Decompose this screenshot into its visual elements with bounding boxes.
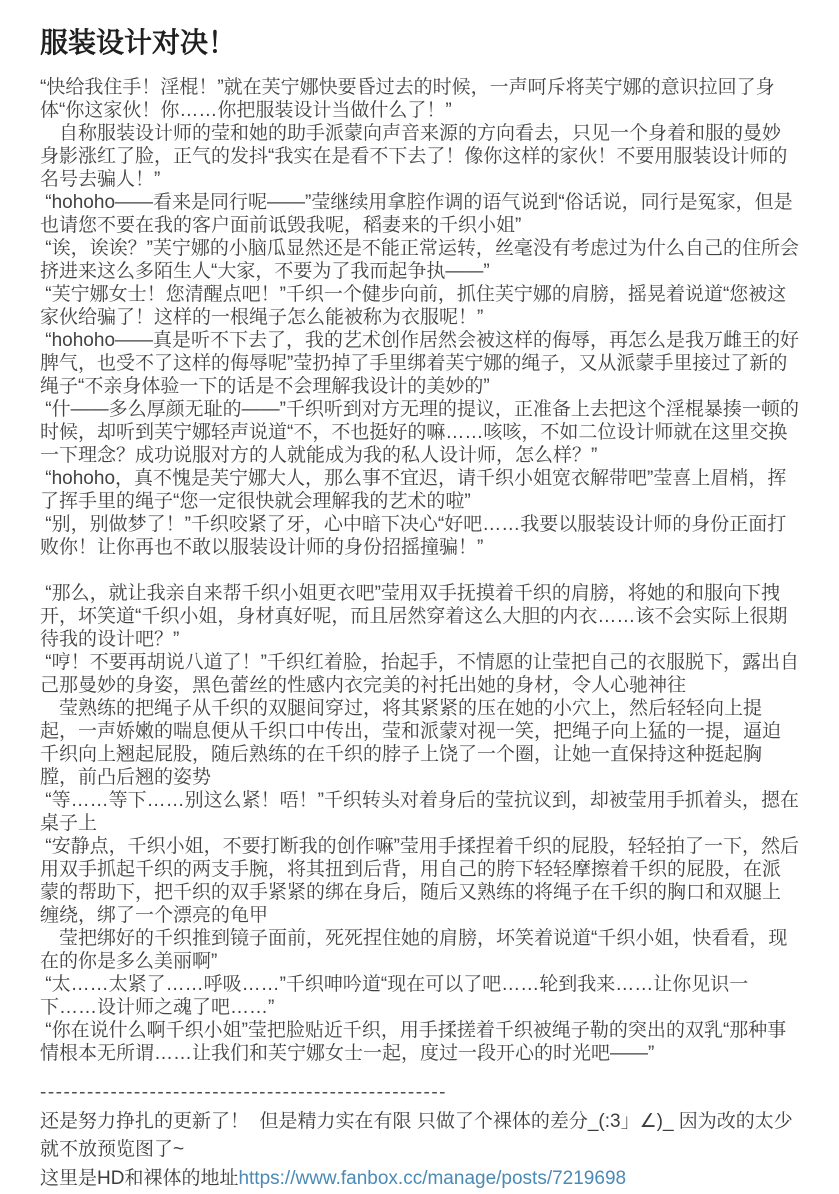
story-paragraph: “等……等下……别这么紧！唔！”千织转头对着身后的莹抗议到，却被莹用手抓着头，摁在桌子上	[40, 790, 799, 834]
story-body	[40, 76, 799, 1065]
author-note: 还是努力挣扎的更新了！ 但是精力实在有限 只做了个裸体的差分_(:3」∠)_ 因为改的太少就不放预览图了~	[40, 1111, 793, 1160]
story-paragraph: “别，别做梦了！”千织咬紧了牙，心中暗下决心“好吧……我要以服装设计师的身份正面打败你！让你再也不敢以服装设计师的身份招摇撞骗！”	[40, 514, 787, 558]
story-paragraph: “诶，诶诶？”芙宁娜的小脑瓜显然还是不能正常运转，丝毫没有考虑过为什么自己的住所会挤进来这么多陌生人“大家，不要为了我而起争执——”	[40, 238, 799, 282]
story-paragraph: “hohoho——看来是同行呢——”莹继续用拿腔作调的语气说到“俗话说，同行是冤家，但是也请您不要在我的客户面前诋毁我呢，稻妻来的千织小姐”	[40, 192, 793, 236]
footer-section	[40, 1081, 799, 1194]
story-paragraph: 自称服装设计师的莹和她的助手派蒙向声音来源的方向看去，只见一个身着和服的曼妙身影涨红了脸，正气的发抖“我实在是看不下去了！像你这样的家伙！不要用服装设计师的名号去骗人！”	[40, 123, 788, 190]
page-title: 服装设计对决！	[40, 27, 237, 58]
story-paragraph: “hohoho，真不愧是芙宁娜大人，那么事不宜迟，请千织小姐宽衣解带吧”莹喜上眉梢，挥了挥手里的绳子“您一定很快就会理解我的艺术的啦”	[40, 468, 787, 512]
story-paragraph: “快给我住手！淫棍！”就在芙宁娜快要昏过去的时候，一声呵斥将芙宁娜的意识拉回了身体“你这家伙！你……你把服装设计当做什么了！”	[40, 77, 775, 121]
author-notes	[40, 1108, 799, 1164]
story-paragraph: “芙宁娜女士！您清醒点吧！”千织一个健步向前，抓住芙宁娜的肩膀，摇晃着说道“您被这家伙给骗了！这样的一根绳子怎么能被称为衣服呢！”	[40, 284, 787, 328]
fanbox-link[interactable]: https://www.fanbox.cc/manage/posts/7219698	[238, 1168, 627, 1189]
story-paragraph: 莹把绑好的千织推到镜子面前，死死捏住她的肩膀，坏笑着说道“千织小姐，快看看，现在的你是多么美丽啊”	[40, 928, 788, 972]
story-paragraph: 莹熟练的把绳子从千织的双腿间穿过，将其紧紧的压在她的小穴上，然后轻轻向上提起，一声娇嫩的喘息便从千织口中传出，莹和派蒙对视一笑，把绳子向上猛的一提，逼迫千织向上翘起屁股，随后熟练的在千织的脖子上饶了一个圈，让她一直保持这种挺起胸膛，前凸后翘的姿势	[40, 698, 782, 788]
dashed-divider: ----------------------------------------------------	[40, 1082, 448, 1103]
story-blank-line	[40, 559, 799, 582]
story-paragraph: “哼！不要再胡说八道了！”千织红着脸，抬起手，不情愿的让莹把自己的衣服脱下，露出自己那曼妙的身姿，黑色蕾丝的性感内衣完美的衬托出她的身材，令人心驰神往	[40, 652, 799, 696]
story-paragraph: “什——多么厚颜无耻的——”千织听到对方无理的提议，正准备上去把这个淫棍暴揍一顿的时候，却听到芙宁娜轻声说道“不，不也挺好的嘛……咳咳，不如二位设计师就在这里交换一下理念？成功说服对方的人就能成为我的私人设计师，怎么样？”	[40, 399, 799, 466]
story-paragraph: “那么，就让我亲自来帮千织小姐更衣吧”莹用双手抚摸着千织的肩膀，将她的和服向下拽开，坏笑道“千织小姐，身材真好呢，而且居然穿着这么大胆的内衣……该不会实际上很期待我的设计吧？”	[40, 583, 788, 650]
story-paragraph: “hohoho——真是听不下去了，我的艺术创作居然会被这样的侮辱，再怎么是我万雌王的好脾气，也受不了这样的侮辱呢”莹扔掉了手里绑着芙宁娜的绳子，又从派蒙手里接过了新的绳子“不亲身体验一下的话是不会理解我设计的美妙的”	[40, 330, 800, 397]
story-paragraph: “太……太紧了……呼吸……”千织呻吟道“现在可以了吧……轮到我来……让你见识一下……设计师之魂了吧……”	[40, 974, 749, 1018]
story-paragraph: “你在说什么啊千织小姐”莹把脸贴近千织，用手揉搓着千织被绳子勒的突出的双乳“那种事情根本无所谓……让我们和芙宁娜女士一起，度过一段开心的时光吧——”	[40, 1020, 787, 1064]
story-paragraph: “安静点，千织小姐，不要打断我的创作嘛”莹用手揉捏着千织的屁股，轻轻拍了一下，然后用双手抓起千织的两支手腕，将其扭到后背，用自己的胯下轻轻摩擦着千织的屁股，在派蒙的帮助下，把千织的双手紧紧的绑在身后，随后又熟练的将绳子在千织的胸口和双腿上缠绕，绑了一个漂亮的龟甲	[40, 836, 799, 926]
link-line	[40, 1164, 799, 1194]
link-label: 这里是HD和裸体的地址	[40, 1168, 239, 1189]
